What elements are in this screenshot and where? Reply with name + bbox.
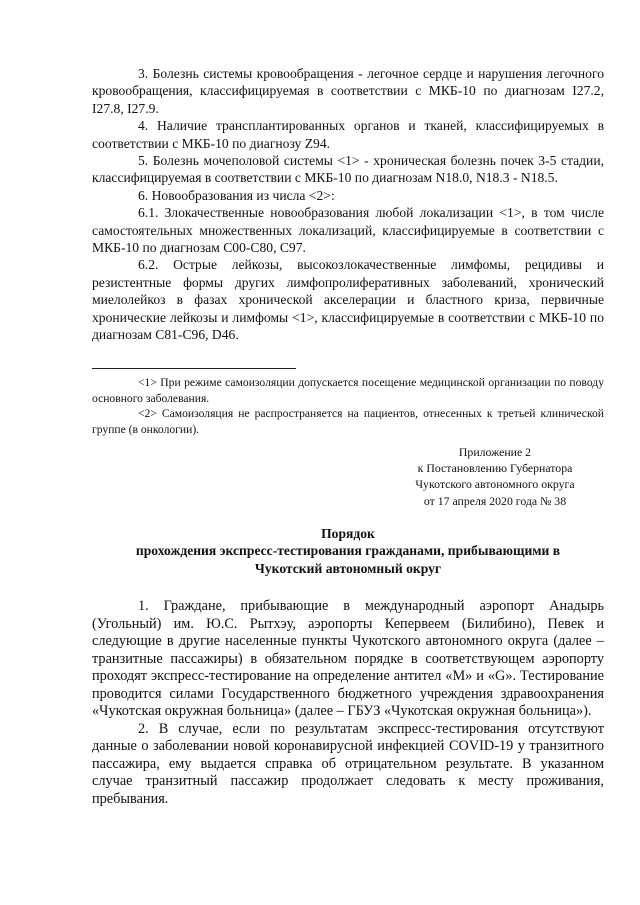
appendix-line-1: Приложение 2: [458, 445, 532, 459]
list-item-3: 3. Болезнь системы кровообращения - легочное сердце и нарушения легочного кровообращения, классифицируемая в соответствии с МКБ-10 по диагнозам I27.2, I27.8, I27.9.: [92, 66, 604, 116]
title-line-3: Чукотский автономный округ: [254, 560, 442, 576]
procedure-section: [92, 598, 604, 808]
list-item-6-2: 6.2. Острые лейкозы, высокозлокачественные лимфомы, рецидивы и резистентные формы других лимфопролиферативных заболеваний, хронический миелолейкоз в фазах хронической акселерации и бластного криза, первичные хронические лейкозы и лимфомы <1>, классифицируемые в соответствии с МКБ-10 по диагнозам C81-C96, D46.: [92, 257, 604, 343]
list-item-4: 4. Наличие трансплантированных органов и тканей, классифицируемых в соответствии с МКБ-10 по диагнозу Z94.: [92, 118, 604, 151]
appendix-line-3: Чукотского автономного округа: [415, 477, 575, 492]
appendix-header: [380, 444, 610, 509]
disease-list: [92, 65, 604, 344]
list-item-6-1: 6.1. Злокачественные новообразования любой локализации <1>, в том числе самостоятельных множественных локализаций, классифицируемые в соответствии с МКБ-10 по диагнозам C00-C80, C97.: [92, 205, 604, 256]
procedure-paragraph-1: 1. Граждане, прибывающие в международный аэропорт Анадырь (Угольный) им. Ю.С. Рытхэу, аэропорты Кепервеем (Билибино), Певек и следующие в другие населенные пункты Чукотского автономного округа (далее – транзитные пассажиры) в обязательном порядке в соответствующем аэропорту проходят экспресс-тестирование на определение антител «M» и «G». Тестирование проводится силами Государственного бюджетного учреждения здравоохранения «Чукотская окружная больница» (далее – ГБУЗ «Чукотская окружная больница»).: [92, 598, 604, 719]
appendix-line-4: от 17 апреля 2020 года № 38: [423, 493, 567, 508]
appendix-line-2: к Постановлению Губернатора: [417, 461, 573, 476]
document-title: [92, 525, 604, 577]
title-line-2: прохождения экспресс-тестирования гражданами, прибывающими в: [135, 543, 561, 559]
list-item-6: 6. Новообразования из числа <2>:: [138, 187, 335, 203]
footnote-1: <1> При режиме самоизоляции допускается посещение медицинской организации по поводу основного заболевания.: [92, 376, 604, 405]
procedure-paragraph-2: 2. В случае, если по результатам экспресс-тестирования отсутствуют данные о заболевании новой коронавирусной инфекцией COVID-19 у транзитного пассажира, ему выдается справка об отрицательном результате. В указанном случае транзитный пассажир продолжает следовать к месту проживания, пребывания.: [92, 720, 604, 807]
title-line-1: Порядок: [321, 526, 375, 541]
footnote-2: <2> Самоизоляция не распространяется на пациентов, отнесенных к третьей клинической группе (в онкологии).: [92, 407, 604, 436]
footnote-separator: [92, 368, 296, 369]
list-item-5: 5. Болезнь мочеполовой системы <1> - хроническая болезнь почек 3-5 стадии, классифицируемая в соответствии с МКБ-10 по диагнозам N18.0, N18.3 - N18.5.: [92, 153, 604, 186]
footnotes: [92, 375, 604, 437]
